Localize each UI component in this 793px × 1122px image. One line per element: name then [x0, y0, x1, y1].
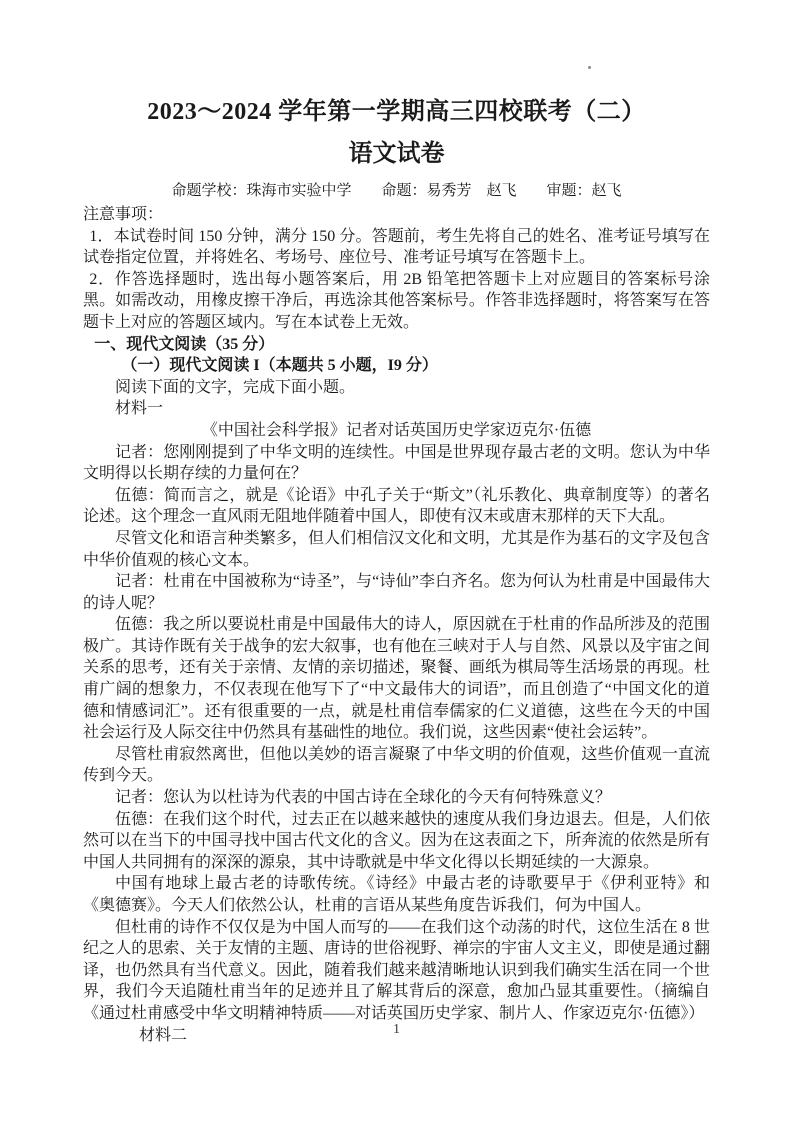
paragraph: 伍德：我之所以要说杜甫是中国最伟大的诗人，原因就在于杜甫的作品所涉及的范围极广。其诗作既有关于战争的宏大叙事，也有他在三峡对于人与自然、风景以及宇宙之间关系的思考，还有关于亲情、友情的亲切描述，聚餐、画纸为棋局等生活场景的再现。杜甫广阔的想象力，不仅表现在他写下了“中文最伟大的词语”，而且创造了“中国文化的道德和情感词汇”。还有很重要的一点，就是杜甫信奉儒家的仁义道德，这些在今天的中国社会运行及人际交往中仍然具有基础性的地位。我们说，这些因素“使社会运转”。: [83, 616, 710, 742]
paragraph: 中国有地球上最古老的诗歌传统。《诗经》中最古老的诗歌要早于《伊利亚特》和《奥德赛》。今天人们依然公认，杜甫的言语从某些角度告诉我们，何为中国人。: [83, 875, 710, 914]
exam-subtitle: 语文试卷: [348, 141, 445, 167]
notice-item: 1．本试卷时间 150 分钟，满分 150 分。答题前，考生先将自己的姓名、准考证号填写在试卷指定位置，并将姓名、考场号、座位号、准考证号填写在答题卡上。: [83, 227, 710, 267]
exam-title: 2023～2024 学年第一学期高三四校联考（二）: [147, 99, 646, 125]
page-number: 1: [393, 1022, 400, 1037]
notice-heading: 注意事项：: [83, 206, 164, 223]
paragraph: 尽管杜甫寂然离世，但他以美妙的语言凝聚了中华文明的价值观，这些价值观一直流传到今天。: [83, 745, 710, 785]
material-two-label: 材料二: [139, 1026, 188, 1044]
paragraph: 记者：杜甫在中国被称为“诗圣”，与“诗仙”李白齐名。您为何认为杜甫是中国最伟大的诗人呢？: [83, 573, 710, 612]
document-body: [83, 204, 710, 1046]
paragraph: 记者：您认为以杜诗为代表的中国古诗在全球化的今天有何特殊意义？: [115, 789, 612, 807]
scan-speck: [588, 66, 591, 69]
interview-title: 《中国社会科学报》记者对话英国历史学家迈克尔·伍德: [201, 421, 592, 439]
subsection-heading: （一）现代文阅读 I（本题共 5 小题，I9 分）: [121, 357, 438, 375]
paragraph: 伍德：简而言之，就是《论语》中孔子关于“斯文”（礼乐教化、典章制度等）的著名论述。这个理念一直风雨无阻地伴随着中国人，即使有汉末或唐末那样的天下大乱。: [83, 486, 710, 526]
reading-instruction: 阅读下面的文字，完成下面小题。: [115, 378, 356, 396]
paragraph: 尽管文化和语言种类繁多，但人们相信汉文化和文明，尤其是作为基石的文字及包含中华价值观的核心文本。: [83, 529, 710, 569]
paragraph: 记者：您刚刚提到了中华文明的连续性。中国是世界现存最古老的文明。您认为中华文明得以长期存续的力量何在？: [83, 443, 710, 483]
paragraph: 伍德：在我们这个时代，过去正在以越来越快的速度从我们身边退去。但是，人们依然可以在当下的中国寻找中国古代文化的含义。因为在这表面之下，所奔流的依然是所有中国人共同拥有的深深的源泉，其中诗歌就是中华文化得以长期延续的一大源泉。: [83, 810, 710, 871]
section-heading: 一、现代文阅读（35 分）: [94, 335, 275, 353]
byline: 命题学校：珠海市实验中学 命题：易秀芳 赵飞 审题：赵飞: [171, 183, 622, 199]
paragraph: 但杜甫的诗作不仅仅是为中国人而写的——在我们这个动荡的时代，这位生活在 8 世纪之人的思索、关于友情的主题、唐诗的世俗视野、禅宗的宇宙人文主义，即使是通过翻译，也仍然具有当代意义。因此，随着我们越来越清晰地认识到我们确实生活在同一个世界，我们今天追随杜甫当年的足迹并且了解其背后的深意，愈加凸显其重要性。（摘编自《通过杜甫感受中华文明精神特质——对话英国历史学家、制片人、作家迈克尔·伍德》）: [83, 918, 710, 1022]
notice-item: 2．作答选择题时，选出每小题答案后，用 2B 铅笔把答题卡上对应题目的答案标号涂黑。如需改动，用橡皮擦干净后，再选涂其他答案标号。作答非选择题时，将答案写在答题卡上对应的答题区域内。写在本试卷上无效。: [83, 270, 710, 331]
material-one-label: 材料一: [115, 400, 164, 418]
